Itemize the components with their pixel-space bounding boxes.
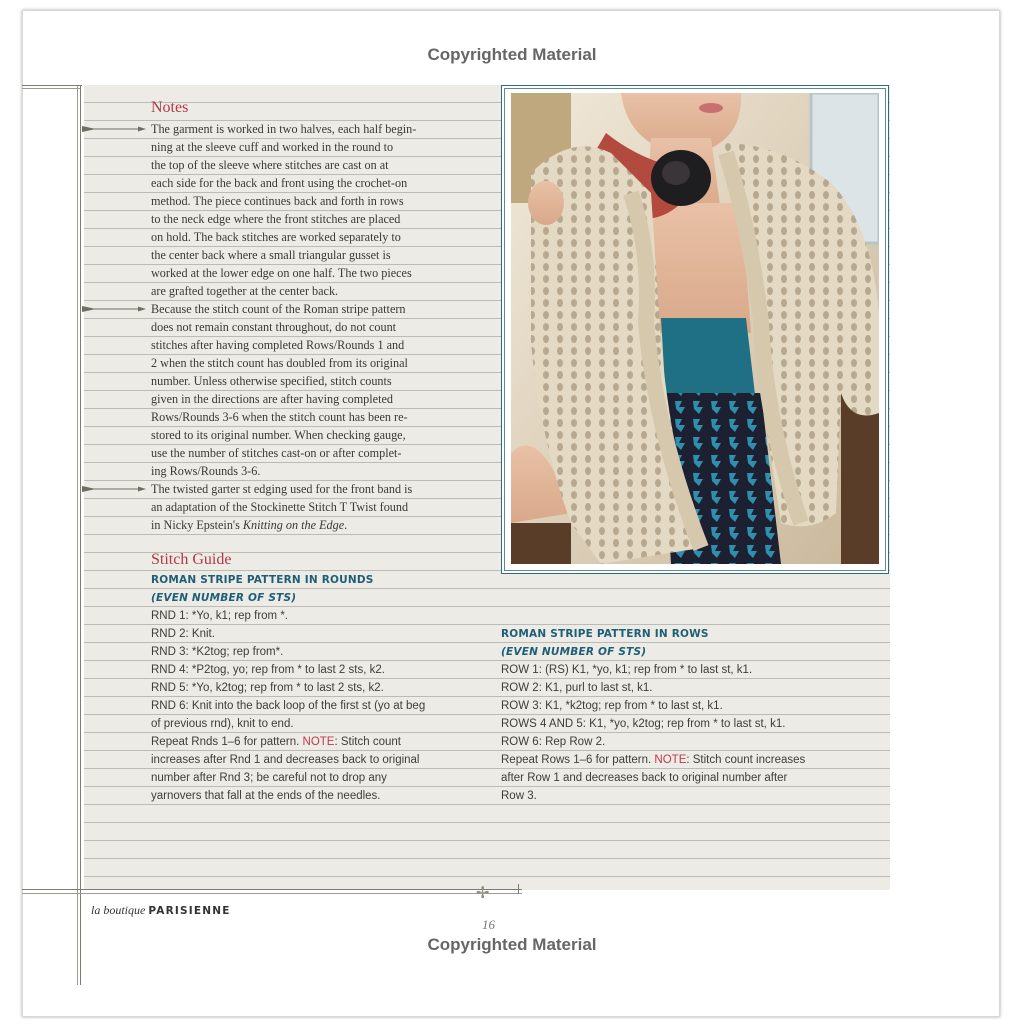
text-line: stitches after having completed Rows/Rounds 1 and xyxy=(151,338,405,352)
frame-line xyxy=(77,85,78,985)
instruction-line: of previous rnd), knit to end. xyxy=(151,718,294,730)
page-number: 16 xyxy=(482,917,495,932)
instruction-line: RND 3: *K2tog; rep from*. xyxy=(151,646,284,658)
note-label: NOTE xyxy=(654,754,687,766)
knitted-shrug-illustration xyxy=(511,93,879,564)
frame-line xyxy=(22,85,82,86)
book-series-footer xyxy=(91,903,231,918)
instruction-line: ROWS 4 AND 5: K1, *yo, k2tog; rep from * to last st, k1. xyxy=(501,718,786,730)
text-line: stored to its original number. When checking gauge, xyxy=(151,428,406,442)
arrow-bullet-icon xyxy=(82,485,146,493)
notes-heading: Notes xyxy=(151,99,189,116)
text-line: use the number of stitches cast-on or after complet- xyxy=(151,446,402,460)
instruction-line: Row 3. xyxy=(501,790,537,802)
text-line: 2 when the stitch count has doubled from its original xyxy=(151,356,408,370)
text-line: the center back where a small triangular gusset is xyxy=(151,248,391,262)
model-photo xyxy=(511,93,879,564)
text-segment: : Stitch count increases xyxy=(686,754,806,766)
text-line: Because the stitch count of the Roman stripe pattern xyxy=(151,302,406,316)
text-line: are grafted together at the center back. xyxy=(151,284,339,298)
text-line xyxy=(151,516,496,534)
stitch-guide-heading: Stitch Guide xyxy=(151,551,232,568)
rounds-pattern-subheading: (EVEN NUMBER OF STS) xyxy=(151,592,297,604)
text-line: Rows/Rounds 3-6 when the stitch count has been re- xyxy=(151,410,408,424)
text-line: on hold. The back stitches are worked separately to xyxy=(151,230,401,244)
text-line: given in the directions are after having completed xyxy=(151,392,393,406)
instruction-line xyxy=(151,733,496,751)
text-segment: in Nicky Epstein's xyxy=(151,518,243,532)
text-line: ing Rows/Rounds 3-6. xyxy=(151,464,261,478)
copyright-top: Copyrighted Material xyxy=(427,45,597,64)
series-italic: la boutique xyxy=(91,903,146,917)
instruction-line: RND 2: Knit. xyxy=(151,628,215,640)
text-segment: Repeat Rows 1–6 for pattern. xyxy=(501,754,655,766)
text-line: an adaptation of the Stockinette Stitch T Twist found xyxy=(151,500,409,514)
frame-line xyxy=(22,893,522,894)
arrow-bullet-icon xyxy=(82,305,146,313)
rows-pattern-heading: ROMAN STRIPE PATTERN IN ROWS xyxy=(501,628,709,640)
instruction-line: RND 6: Knit into the back loop of the first st (yo at beg xyxy=(151,700,426,712)
rows-instructions xyxy=(501,661,861,805)
instruction-line: RND 4: *P2tog, yo; rep from * to last 2 sts, k2. xyxy=(151,664,385,676)
instruction-line: after Row 1 and decreases back to original number after xyxy=(501,772,788,784)
frame-line xyxy=(80,85,81,985)
notes-paragraph-3 xyxy=(151,480,496,534)
instruction-line: increases after Rnd 1 and decreases back to original xyxy=(151,754,420,766)
instruction-line xyxy=(501,751,861,769)
text-segment: Repeat Rnds 1–6 for pattern. xyxy=(151,736,303,748)
instruction-line: ROW 1: (RS) K1, *yo, k1; rep from * to last st, k1. xyxy=(501,664,753,676)
instruction-line: ROW 2: K1, purl to last st, k1. xyxy=(501,682,653,694)
series-bold: PARISIENNE xyxy=(148,905,231,917)
frame-line xyxy=(518,884,519,894)
frame-line xyxy=(22,88,80,89)
instruction-line: RND 1: *Yo, k1; rep from *. xyxy=(151,610,288,622)
text-segment: . xyxy=(344,518,348,532)
instruction-line: ROW 3: K1, *k2tog; rep from * to last st, k1. xyxy=(501,700,723,712)
text-line: The garment is worked in two halves, each half begin- xyxy=(151,122,417,136)
book-title: Knitting on the Edge xyxy=(242,518,345,532)
frame-line xyxy=(22,889,522,890)
text-line: worked at the lower edge on one half. The two pieces xyxy=(151,266,412,280)
text-line: The twisted garter st edging used for the front band is xyxy=(151,482,413,496)
text-line: to the neck edge where the front stitches are placed xyxy=(151,212,401,226)
instruction-line: yarnovers that fall at the ends of the needles. xyxy=(151,790,381,802)
text-line: does not remain constant throughout, do not count xyxy=(151,320,397,334)
notes-paragraph-2 xyxy=(151,300,496,480)
note-label: NOTE xyxy=(302,736,335,748)
arrow-bullet-icon xyxy=(82,125,146,133)
text-line: each side for the back and front using the crochet-on xyxy=(151,176,408,190)
text-line: method. The piece continues back and forth in rows xyxy=(151,194,404,208)
instruction-line: RND 5: *Yo, k2tog; rep from * to last 2 sts, k2. xyxy=(151,682,384,694)
rounds-pattern-heading: ROMAN STRIPE PATTERN IN ROUNDS xyxy=(151,574,374,586)
instruction-line: ROW 6: Rep Row 2. xyxy=(501,736,606,748)
copyright-bottom: Copyrighted Material xyxy=(427,935,597,954)
text-segment: : Stitch count xyxy=(334,736,401,748)
text-line: number. Unless otherwise specified, stitch counts xyxy=(151,374,392,388)
text-line: the top of the sleeve where stitches are cast on at xyxy=(151,158,389,172)
instruction-line: number after Rnd 3; be careful not to drop any xyxy=(151,772,387,784)
rounds-instructions xyxy=(151,607,496,805)
text-line: ning at the sleeve cuff and worked in the round to xyxy=(151,140,394,154)
notes-paragraph-1 xyxy=(151,120,496,300)
fleuron-ornament-icon: ✢ xyxy=(476,883,490,902)
rows-pattern-subheading: (EVEN NUMBER OF STS) xyxy=(501,646,647,658)
